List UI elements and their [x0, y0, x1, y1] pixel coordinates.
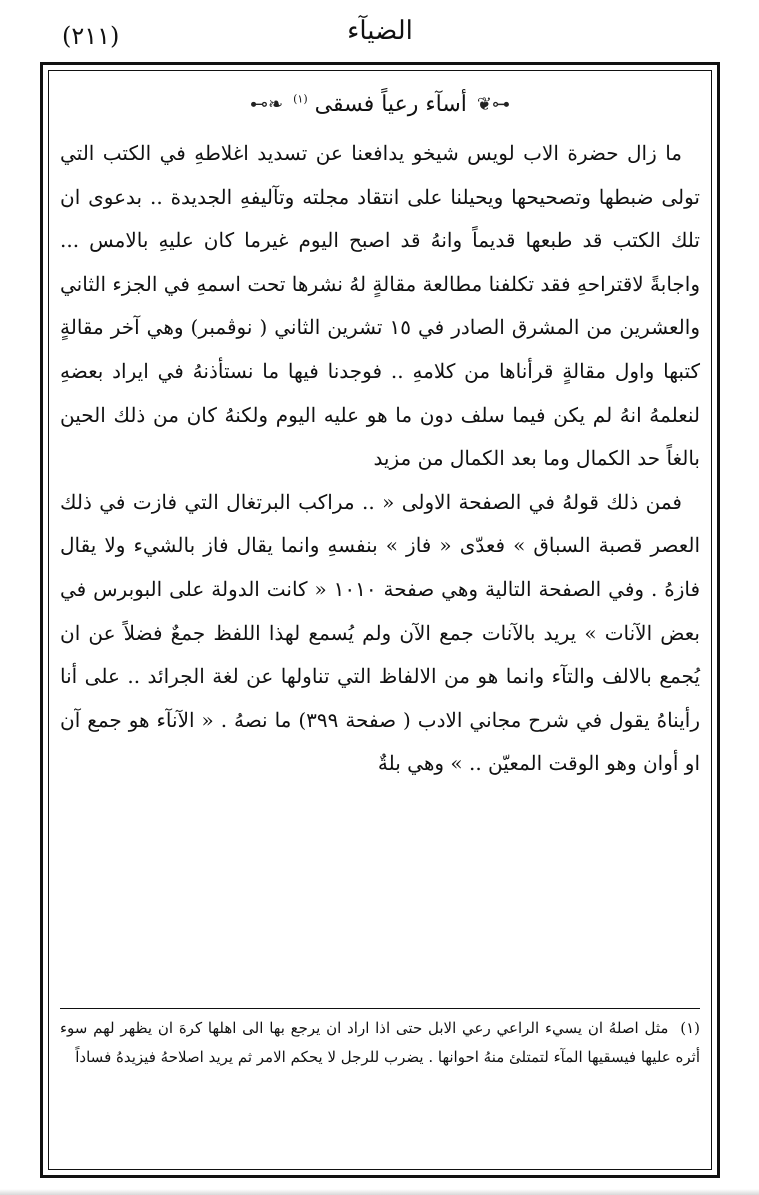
title-footnote-ref: (١) [293, 92, 308, 106]
article-title-text: أسآء رعياً فسقى [314, 91, 467, 117]
article-title [293, 92, 467, 117]
journal-name: الضيآء [347, 16, 413, 46]
ornament-right-icon: ⊷❦ [476, 93, 510, 115]
article-title-row [60, 80, 700, 128]
scan-edge [0, 1189, 759, 1195]
footnote-marker: (١) [680, 1019, 700, 1037]
page-header [40, 14, 720, 58]
footnote-text: مثل اصلهُ ان يسيء الراعي رعي الابل حتى اذا اراد ان يرجع بها الى اهلها كرهَ ان يظهر لهم سوء أثره عليها فيسقيها المآء لتمتلئ منهُ احوانها . يضرب للرجل لا يحكم الامر ثم يريد اصلاحهُ فيزيدهُ فساداً [60, 1019, 700, 1066]
footnote-divider [60, 1008, 700, 1009]
article-body [60, 80, 700, 786]
article-paragraph-2: فمن ذلك قولهُ في الصفحة الاولى « .. مراكب البرتغال التي فازت في ذلك العصر قصبة السباق » فعدّى « فاز » بنفسهِ وانما يقال فاز بالشيء ولا يقال فازهُ . وفي الصفحة التالية وهي صفحة ١٠١٠ « كانت الدولة على البوبرس في بعض الآنات » يريد بالآنات جمع الآن ولم يُسمع لهذا اللفظ جمعٌ فضلاً عن ان يُجمع بالالف والتآء وانما هو من الالفاظ التي تناولها عن لغة الجرائد .. على أنا رأيناهُ يقول في شرح مجاني الادب ( صفحة ٣٩٩) ما نصهُ . « الآنآء هو جمع آن او أوان وهو الوقت المعيّن .. » وهي بلةٌ [60, 489, 701, 776]
ornament-left-icon: ❧⊶ [250, 93, 284, 115]
footnote [60, 1014, 700, 1072]
page-number: (٢١١) [62, 22, 120, 50]
article-paragraph-1: ما زال حضرة الاب لويس شيخو يدافعنا عن تسديد اغلاطهِ في الكتب التي تولى ضبطها وتصحيحها ويحيلنا على انتقاد مجلته وتآليفهِ الجديدة .. بدعوى ان تلك الكتب قد طبعها قديماً وانهُ قد اصبح اليوم غيرما كان عليهِ بالامس ... واجابةً لاقتراحهِ فقد تكلفنا مطالعة مقالةٍ لهُ نشرها تحت اسمهِ في الجزء الثاني والعشرين من المشرق الصادر في ١٥ تشرين الثاني ( نوڤمبر) وهي آخر مقالةٍ كتبها واول مقالةٍ قرأناها من كلامهِ .. فوجدنا فيها ما نستأذنهُ في ايراد بعضهِ لنعلمهُ انهُ لم يكن فيما سلف دون ما هو عليه اليوم ولكنهُ كان من ذلك الحين بالغاً حد الكمال وما بعد الكمال من مزيد [60, 141, 700, 471]
